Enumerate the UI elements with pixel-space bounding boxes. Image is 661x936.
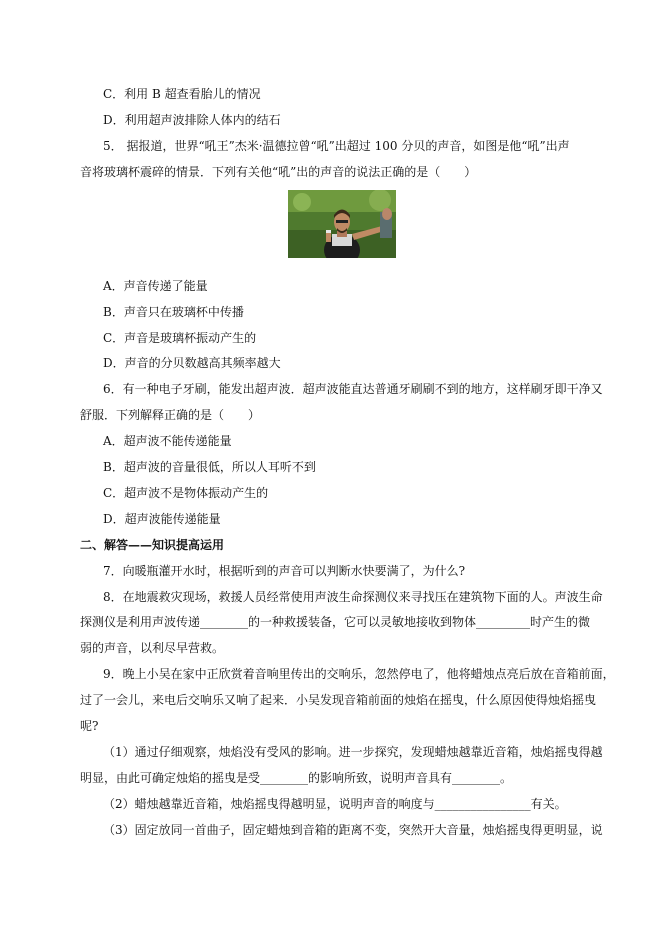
question-9-line-3: 呢? xyxy=(80,719,99,733)
question-5-option-c: C．声音是玻璃杯振动产生的 xyxy=(103,331,257,345)
shouting-man-photo xyxy=(288,190,396,258)
question-5-option-a: A．声音传递了能量 xyxy=(103,279,208,293)
question-6-line-1: 6．有一种电子牙刷，能发出超声波．超声波能直达普通牙刷刷不到的地方，这样刷牙即干净又 xyxy=(103,382,603,396)
section-2-heading: 二、解答——知识提高运用 xyxy=(80,538,225,552)
question-9-part-1-line-2: 明显，由此可确定烛焰的摇曳是受________的影响所致，说明声音具有________。 xyxy=(80,771,513,785)
option-c-ultrasound-fetus: C．利用 B 超查看胎儿的情况 xyxy=(103,87,261,101)
question-9-part-1-line-1: （1）通过仔细观察，烛焰没有受风的影响。进一步探究，发现蜡烛越靠近音箱，烛焰摇曳得越 xyxy=(103,745,603,759)
question-9-part-2: （2）蜡烛越靠近音箱，烛焰摇曳得越明显，说明声音的响度与________________有关。 xyxy=(103,797,567,811)
question-7: 7．向暖瓶灌开水时，根据听到的声音可以判断水快要满了，为什么? xyxy=(103,564,466,578)
question-6-option-a: A．超声波不能传递能量 xyxy=(103,434,232,448)
question-8-line-2: 探测仪是利用声波传递________的一种救援装备，它可以灵敏地接收到物体_________时产生的微 xyxy=(80,615,591,629)
option-d-kidney-stone: D．利用超声波排除人体内的结石 xyxy=(103,113,281,127)
question-6-option-b: B．超声波的音量很低，所以人耳听不到 xyxy=(103,460,316,474)
question-5-line-2: 音将玻璃杯震碎的情景．下列有关他“吼”出的声音的说法正确的是（ ） xyxy=(80,165,477,179)
question-9-line-1: 9．晚上小吴在家中正欣赏着音响里传出的交响乐，忽然停电了，他将蜡烛点亮后放在音箱前面， xyxy=(103,667,615,681)
question-6-option-c: C．超声波不是物体振动产生的 xyxy=(103,486,269,500)
question-9-part-3: （3）固定放同一首曲子，固定蜡烛到音箱的距离不变，突然开大音量，烛焰摇曳得更明显，说 xyxy=(103,823,603,837)
question-9-line-2: 过了一会儿，来电后交响乐又响了起来．小吴发现音箱前面的烛焰在摇曳，什么原因使得烛焰摇曳 xyxy=(80,693,597,707)
question-5-option-b: B．声音只在玻璃杯中传播 xyxy=(103,305,244,319)
question-8-line-3: 弱的声音，以利尽早营救。 xyxy=(80,641,225,655)
question-5-line-1: 5． 据报道，世界“吼王”杰米·温德拉曾“吼”出超过 100 分贝的声音，如图是他“吼”出声 xyxy=(103,139,570,153)
question-8-line-1: 8．在地震救灾现场，救援人员经常使用声波生命探测仪来寻找压在建筑物下面的人。声波生命 xyxy=(103,590,603,604)
question-6-line-2: 舒服．下列解释正确的是（ ） xyxy=(80,408,261,422)
question-6-option-d: D．超声波能传递能量 xyxy=(103,512,221,526)
question-5-option-d: D．声音的分贝数越高其频率越大 xyxy=(103,356,281,370)
